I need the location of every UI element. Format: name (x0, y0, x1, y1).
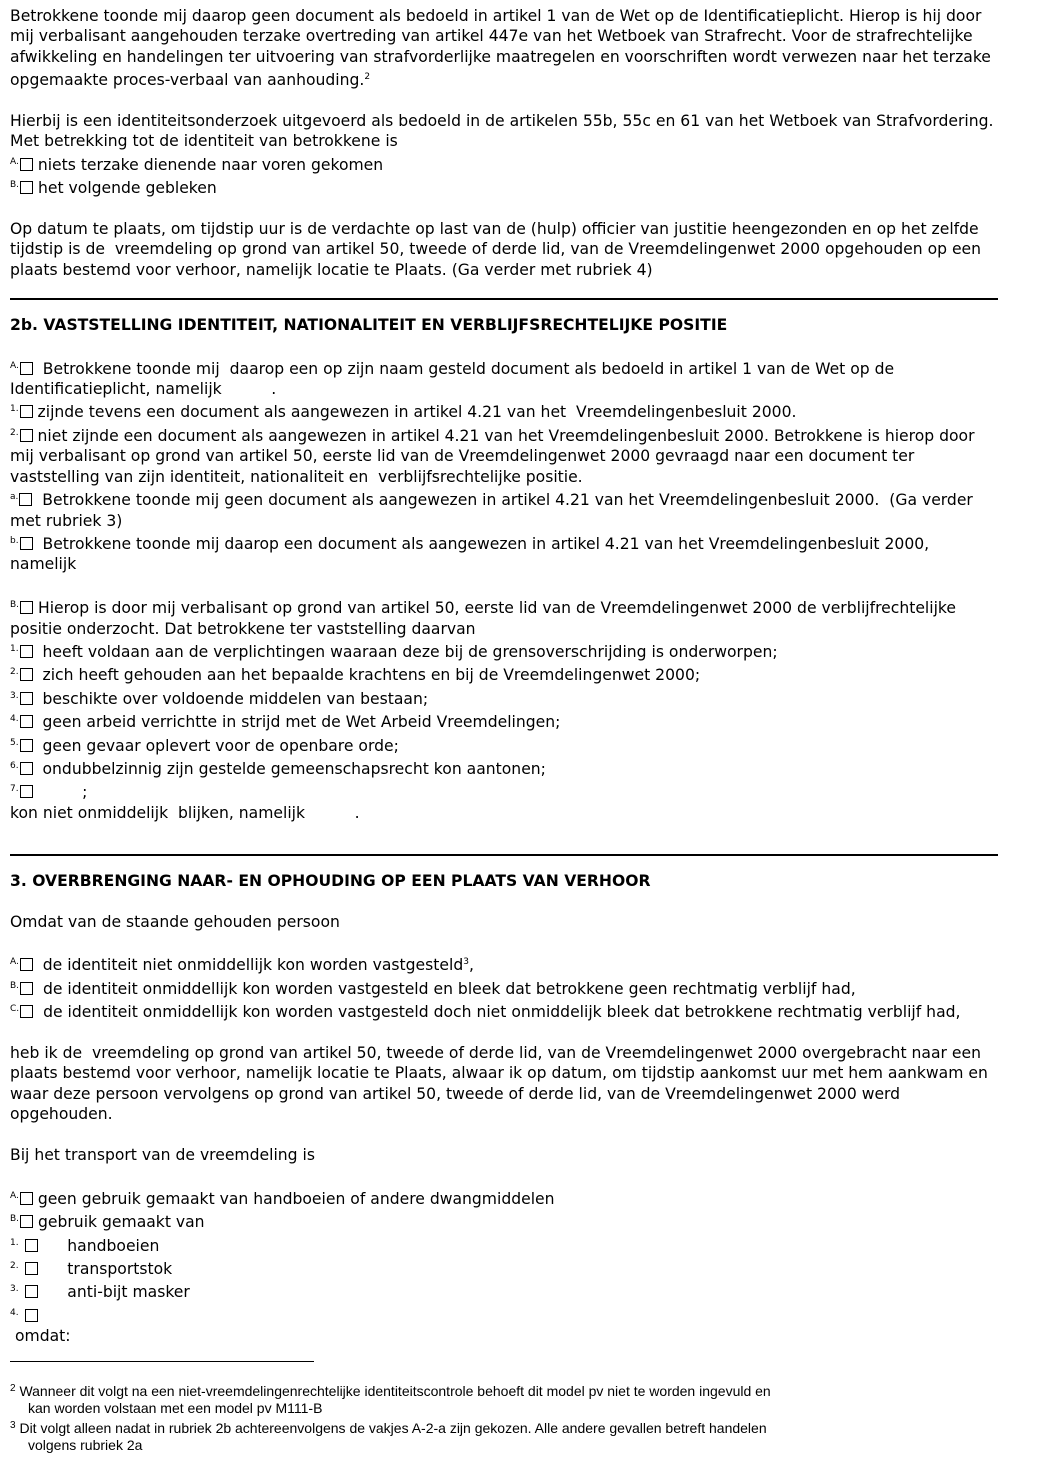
option-2b-b6 (10, 756, 1000, 779)
option-marker: 1. (10, 1237, 19, 1248)
option-label: anti-bijt masker (37, 1283, 190, 1302)
option-marker: 4. (10, 714, 19, 725)
option-2b-b2 (10, 662, 1000, 685)
option-marker: 1. (10, 643, 19, 654)
option-marker: 3. (10, 1284, 19, 1295)
option-transport-b3 (10, 1279, 1000, 1302)
option-label: Betrokkene toonde mij daarop een op zijn naam gesteld document als bedoeld in artikel 1 van de Wet op de Identificatieplicht, namelijk . (10, 359, 900, 399)
option-transport-a (10, 1186, 1000, 1209)
option-2b-b (10, 595, 1000, 639)
option-label: gebruik gemaakt van (33, 1213, 205, 1232)
option-label: geen gebruik gemaakt van handboeien of andere dwangmiddelen (32, 1189, 555, 1208)
option-transport-b1 (10, 1233, 1000, 1256)
option-marker: 4. (10, 1307, 19, 1318)
intro-paragraph-2: Hierbij is een identiteitsonderzoek uitgevoerd als bedoeld in de artikelen 55b, 55c en 61 van het Wetboek van Strafvordering. Met betrekking tot de identiteit van betrokkene is (10, 112, 999, 151)
option-marker: 2. (10, 667, 19, 678)
checkbox[interactable] (20, 958, 33, 971)
section-2b-heading: 2b. VASTSTELLING IDENTITEIT, NATIONALITEIT EN VERBLIJFSRECHTELIJKE POSITIE (10, 316, 728, 335)
option-2b-b4 (10, 709, 1000, 732)
option-2b-a2 (10, 423, 1000, 487)
document-page (10, 6, 1000, 1347)
section-3-transfer-paragraph: heb ik de vreemdeling op grond van artikel 50, tweede of derde lid, van de Vreemdelingenwet 2000 overgebracht naar een plaats bestemd voor verhoor, namelijk locatie te Plaats, alwaar ik op datum, om tijdstip aankomst uur met hem aankwam en waar deze persoon vervolgens op grond van artikel 50, tweede of derde lid, van de Vreemdelingenwet 2000 werd opgehouden. (10, 1043, 993, 1124)
checkbox[interactable] (25, 1262, 38, 1275)
option-label: geen gevaar oplevert voor de openbare orde; (32, 736, 399, 755)
option-label: Hierop is door mij verbalisant op grond van artikel 50, eerste lid van de Vreemdelingenwet 2000 de verblijfrechtelijke positie onderzocht. Dat betrokkene ter vaststelling daarvan (10, 599, 961, 638)
option-label: geen arbeid verrichtte in strijd met de Wet Arbeid Vreemdelingen; (32, 713, 561, 732)
option-marker: B. (10, 180, 20, 191)
checkbox[interactable] (20, 429, 33, 442)
option-label: Betrokkene toonde mij daarop een document als aangewezen in artikel 4.21 van het Vreemdelingenbesluit 2000, namelijk (10, 534, 935, 574)
checkbox[interactable] (20, 762, 33, 775)
option-label: beschikte over voldoende middelen van bestaan; (32, 689, 429, 708)
footnote-divider (10, 1361, 314, 1362)
section-3-intro: Omdat van de staande gehouden persoon (10, 912, 340, 931)
checkbox[interactable] (20, 1192, 33, 1205)
transport-intro: Bij het transport van de vreemdeling is (10, 1146, 315, 1164)
option-marker: A. (10, 360, 19, 371)
option-2b-b1 (10, 639, 1000, 662)
option-marker: 6. (10, 760, 19, 771)
option-label: niet zijnde een document als aangewezen in artikel 4.21 van het Vreemdelingenbesluit 2000. Betrokkene is hierop door mij verbalisant op grond van artikel 50, eerste lid van de Vreemdelingenwet 2000 gevraagd naar een document ter vaststelling van zijn identiteit, nationaliteit en verblijfsrechtelijke positie. (10, 426, 980, 486)
checkbox[interactable] (20, 982, 33, 995)
checkbox[interactable] (20, 181, 33, 194)
checkbox[interactable] (19, 493, 32, 506)
option-b-gebleken (10, 175, 1000, 198)
option-2b-b7 (10, 779, 1000, 802)
footnotes (10, 1380, 1010, 1454)
option-marker: b. (10, 535, 19, 546)
intro-paragraph-3: Op datum te plaats, om tijdstip uur is de verdachte op last van de (hulp) officier van justitie heengezonden en op het zelfde tijdstip is de vreemdeling op grond van artikel 50, tweede of derde lid, van de Vreemdelingenwet 2000 opgehouden op een plaats bestemd voor verhoor, namelijk locatie te Plaats. (Ga verder met rubriek 4) (10, 220, 986, 279)
option-label: de identiteit onmiddellijk kon worden vastgesteld en bleek dat betrokkene geen rechtmatig verblijf had, (33, 979, 856, 998)
option-label: transportstok (37, 1260, 173, 1279)
option-3-c (10, 999, 1000, 1022)
footnote-text: Wanneer dit volgt na een niet-vreemdelingenrechtelijke identiteitscontrole behoeft dit model pv niet te worden ingevuld en (19, 1383, 771, 1399)
option-marker: 3. (10, 690, 19, 701)
option-marker: 7. (10, 784, 19, 795)
option-marker: A. (10, 957, 19, 968)
checkbox[interactable] (20, 715, 33, 728)
option-label: heeft voldaan aan de verplichtingen waaraan deze bij de grensoverschrijding is onderworpen; (32, 642, 778, 661)
checkbox[interactable] (25, 1309, 38, 1322)
footnote-2 (10, 1380, 1010, 1417)
option-3-a (10, 952, 1000, 975)
footnote-text-cont: kan worden volstaan met een model pv M111-B (28, 1400, 323, 1416)
option-3-b (10, 976, 1000, 999)
checkbox[interactable] (20, 692, 33, 705)
option-a-niets (10, 152, 1000, 175)
checkbox[interactable] (20, 645, 33, 658)
option-label: het volgende gebleken (33, 179, 217, 198)
option-label: niets terzake dienende naar voren gekomen (32, 155, 384, 174)
option-2b-a2a (10, 487, 1000, 531)
option-2b-a2b (10, 531, 1000, 575)
option-label-suffix: , (468, 956, 474, 975)
checkbox[interactable] (20, 362, 33, 375)
checkbox[interactable] (20, 158, 33, 171)
option-marker: A. (10, 1190, 19, 1201)
footnote-text-cont: volgens rubriek 2a (28, 1437, 143, 1453)
option-label: zijnde tevens een document als aangewezen in artikel 4.21 van het Vreemdelingenbesluit 2000. (32, 403, 797, 422)
footnote-text: Dit volgt alleen nadat in rubriek 2b achtereenvolgens de vakjes A-2-a zijn gekozen. Alle andere gevallen betreft handelen (19, 1420, 767, 1436)
footnote-number: 2 (10, 1383, 16, 1394)
footnote-3 (10, 1417, 1010, 1454)
option-marker: C. (10, 1004, 20, 1015)
option-marker: B. (10, 600, 20, 611)
option-marker: a. (10, 492, 19, 503)
option-2b-b5 (10, 733, 1000, 756)
footnote-ref-3: 3 (463, 957, 469, 968)
option-label: de identiteit niet onmiddellijk kon worden vastgesteld (32, 956, 464, 975)
checkbox[interactable] (20, 739, 33, 752)
option-marker: A. (10, 156, 19, 167)
option-marker: B. (10, 1214, 20, 1225)
option-transport-b4 (10, 1303, 1000, 1326)
checkbox[interactable] (20, 785, 33, 798)
footnote-number: 3 (10, 1420, 16, 1431)
option-label: zich heeft gehouden aan het bepaalde krachtens en bij de Vreemdelingenwet 2000; (32, 666, 701, 685)
footnote-ref-2: 2 (364, 72, 371, 83)
option-marker: 2. (10, 1261, 19, 1272)
option-marker: B. (10, 980, 20, 991)
checkbox[interactable] (20, 1215, 33, 1228)
option-2b-a1 (10, 399, 1000, 422)
option-label: ; (32, 783, 88, 802)
option-label: Betrokkene toonde mij geen document als aangewezen in artikel 4.21 van het Vreemdelingenbesluit 2000. (Ga verder met rubriek 3) (10, 491, 978, 530)
checkbox[interactable] (25, 1239, 38, 1252)
option-marker: 5. (10, 737, 19, 748)
option-label: de identiteit onmiddellijk kon worden vastgesteld doch niet onmiddelijk bleek dat betrokkene rechtmatig verblijf had, (33, 1003, 961, 1022)
checkbox[interactable] (20, 601, 33, 614)
checkbox[interactable] (25, 1285, 38, 1298)
option-label: ondubbelzinnig zijn gestelde gemeenschapsrecht kon aantonen; (32, 759, 546, 778)
checkbox[interactable] (20, 668, 33, 681)
intro-paragraph-1 (10, 6, 1000, 91)
option-2b-a (10, 356, 1000, 400)
option-2b-b3 (10, 686, 1000, 709)
section-2b-conclusion: kon niet onmiddelijk blijken, namelijk . (10, 803, 360, 822)
option-transport-b (10, 1209, 1000, 1232)
intro-text-1: Betrokkene toonde mij daarop geen document als bedoeld in artikel 1 van de Wet op de Identificatieplicht. Hierop is hij door mij verbalisant aangehouden terzake overtreding van artikel 447e van het Wetboek van Strafrecht. Voor de strafrechtelijke afwikkeling en handelingen ter uitvoering van strafvorderlijke maatregelen en voorschriften wordt verwezen naar het terzake opgemaakte proces-verbaal van aanhouding. (10, 7, 996, 90)
section-3-heading: 3. OVERBRENGING NAAR- EN OPHOUDING OP EEN PLAATS VAN VERHOOR (10, 872, 651, 891)
option-marker: 1. (10, 404, 19, 415)
option-label: handboeien (37, 1236, 160, 1255)
checkbox[interactable] (20, 537, 33, 550)
omdat-label: omdat: (10, 1327, 71, 1346)
option-marker: 2. (10, 427, 19, 438)
checkbox[interactable] (20, 405, 33, 418)
checkbox[interactable] (20, 1005, 33, 1018)
option-transport-b2 (10, 1256, 1000, 1279)
